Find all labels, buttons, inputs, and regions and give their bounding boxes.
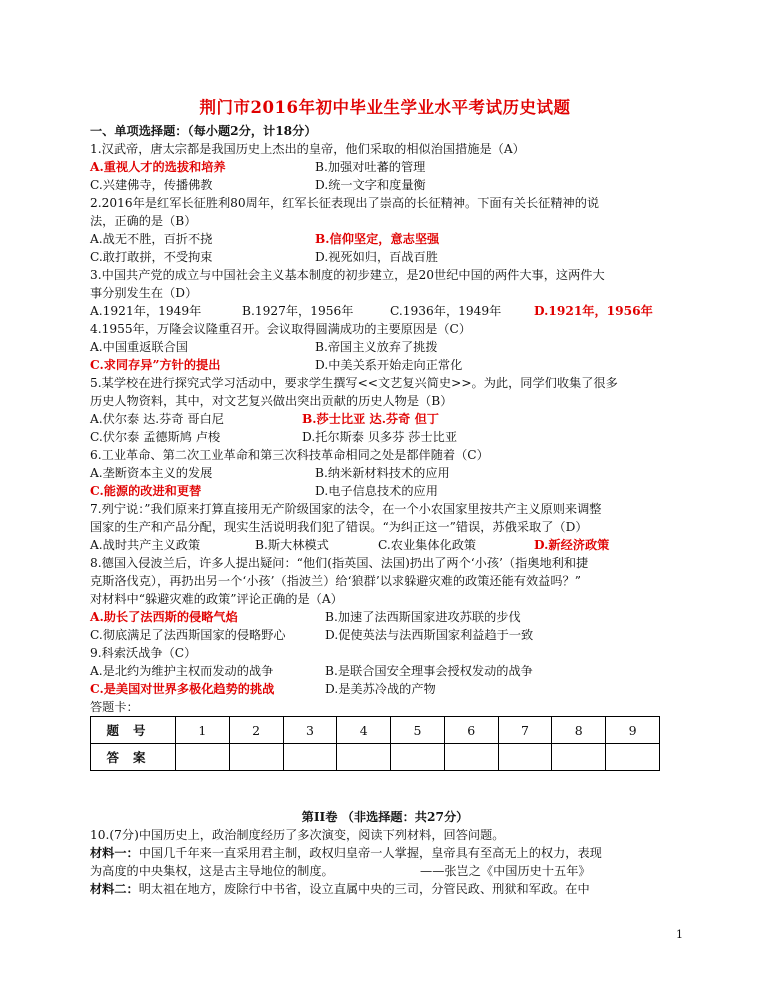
q7-option-d: D.新经济政策 — [534, 538, 610, 552]
q10-stem: 10.(7分)中国历史上，政治制度经历了多次演变，阅读下列材料，回答问题。 — [90, 828, 505, 842]
q3-stem-2: 事分别发生在（D） — [90, 286, 198, 300]
answer-card-number: 5 — [391, 717, 445, 744]
answer-card-header-row — [91, 717, 660, 744]
q2-option-d: D.视死如归，百战百胜 — [315, 250, 438, 264]
q4-stem: 4.1955年，万隆会议隆重召开。会议取得圆满成功的主要原因是（C） — [90, 322, 472, 336]
q3-option-b: B.1927年，1956年 — [242, 304, 354, 318]
q3-option-d: D.1921年，1956年 — [534, 304, 653, 318]
q5-option-d: D.托尔斯泰 贝多芬 莎士比亚 — [302, 430, 458, 444]
q1-option-d: D.统一文字和度量衡 — [315, 178, 426, 192]
answer-card-label: 答题卡： — [90, 700, 139, 714]
q10-material1-line1 — [90, 844, 602, 862]
q9-option-c: C.是美国对世界多极化趋势的挑战 — [90, 682, 275, 696]
q4-option-a: A.中国重返联合国 — [90, 340, 188, 354]
q8-option-a: A.助长了法西斯的侵略气焰 — [90, 610, 238, 624]
q5-stem-1: 5.某学校在进行探究式学习活动中，要求学生撰写<<文艺复兴简史>>。为此，同学们收集了很多 — [90, 376, 618, 390]
q5-stem-2: 历史人物资料，其中，对文艺复兴做出突出贡献的历史人物是（B） — [90, 394, 453, 408]
q7-option-c: C.农业集体化政策 — [378, 538, 477, 552]
q1-option-a: A.重视人才的选拔和培养 — [90, 160, 226, 174]
answer-cell[interactable] — [176, 744, 230, 771]
q9-option-b: B.是联合国安全理事会授权发动的战争 — [325, 664, 533, 678]
answer-cell[interactable] — [283, 744, 337, 771]
answer-card-row1-header: 题号 — [91, 717, 176, 744]
answer-card-number: 4 — [337, 717, 391, 744]
answer-card-number: 3 — [283, 717, 337, 744]
q1-option-c: C.兴建佛寺，传播佛教 — [90, 178, 213, 192]
answer-card-number: 8 — [552, 717, 606, 744]
q8-option-d: D.促使英法与法西斯国家利益趋于一致 — [325, 628, 534, 642]
q7-option-b: B.斯大林模式 — [255, 538, 329, 552]
answer-cell[interactable] — [229, 744, 283, 771]
q8-option-b: B.加速了法西斯国家进攻苏联的步伐 — [325, 610, 521, 624]
page-number: 1 — [676, 928, 683, 941]
q6-stem: 6.工业革命、第二次工业革命和第三次科技革命相同之处是都伴随着（C） — [90, 448, 489, 462]
material2-label: 材料二： — [90, 882, 139, 896]
answer-card-number: 7 — [498, 717, 552, 744]
answer-card-row2-header: 答案 — [91, 744, 176, 771]
answer-card-number: 1 — [176, 717, 230, 744]
section2-heading: 第II卷 （非选择题：共27分） — [301, 810, 469, 824]
answer-card-number: 9 — [606, 717, 660, 744]
q1-option-b: B.加强对吐蕃的管理 — [315, 160, 426, 174]
q9-stem: 9.科索沃战争（C） — [90, 646, 197, 660]
answer-card-table — [90, 716, 660, 771]
q8-stem-2: 克斯洛伐克），再扔出另一个‘小孩’（指波兰）给‘狼群’以求躲避灾难的政策还能有效益吗？” — [90, 574, 581, 588]
q8-option-c: C.彻底满足了法西斯国家的侵略野心 — [90, 628, 286, 642]
q7-stem-2: 国家的生产和产品分配，现实生活说明我们犯了错误。“为纠正这一”错误，苏俄采取了（D） — [90, 520, 588, 534]
answer-card-number: 2 — [229, 717, 283, 744]
q2-stem-2: 法，正确的是（B） — [90, 214, 197, 228]
q3-stem-1: 3.中国共产党的成立与中国社会主义基本制度的初步建立，是20世纪中国的两件大事，这两件大 — [90, 268, 605, 282]
q10-material1-source: ——张岂之《中国历史十五年》 — [420, 864, 591, 878]
q2-stem-1: 2.2016年是红军长征胜利80周年，红军长征表现出了崇高的长征精神。下面有关长征精神的说 — [90, 196, 600, 210]
q6-option-d: D.电子信息技术的应用 — [315, 484, 438, 498]
q2-option-a: A.战无不胜，百折不挠 — [90, 232, 213, 246]
answer-card-number: 6 — [444, 717, 498, 744]
q4-option-d: D.中美关系开始走向正常化 — [315, 358, 463, 372]
q4-option-b: B.帝国主义放弃了挑拨 — [315, 340, 438, 354]
q3-option-a: A.1921年，1949年 — [90, 304, 202, 318]
answer-cell[interactable] — [337, 744, 391, 771]
answer-cell[interactable] — [498, 744, 552, 771]
material1-text: 中国几千年来一直采用君主制，政权归皇帝一人掌握，皇帝具有至高无上的权力，表现 — [138, 846, 602, 860]
q5-option-b: B.莎士比亚 达.芬奇 但丁 — [302, 412, 439, 426]
q5-option-c: C.伏尔泰 孟德斯鸠 卢梭 — [90, 430, 221, 444]
answer-cell[interactable] — [444, 744, 498, 771]
q3-option-c: C.1936年，1949年 — [390, 304, 502, 318]
q6-option-c: C.能源的改进和更替 — [90, 484, 202, 498]
q2-option-b: B.信仰坚定，意志坚强 — [315, 232, 440, 246]
q1-stem: 1.汉武帝，唐太宗都是我国历史上杰出的皇帝，他们采取的相似治国措施是（A） — [90, 142, 525, 156]
material1-label: 材料一： — [90, 846, 139, 860]
q8-stem-1: 8.德国入侵波兰后，许多人提出疑问：“他们(指英国、法国)扔出了两个‘小孩’（指奥地利和捷 — [90, 556, 589, 570]
q2-option-c: C.敢打敢拼，不受拘束 — [90, 250, 213, 264]
page-title: 荆门市2016年初中毕业生学业水平考试历史试题 — [199, 98, 571, 117]
q8-stem-3: 对材料中“躲避灾难的政策”评论正确的是（A） — [90, 592, 343, 606]
q7-stem-1: 7.列宁说：”我们原来打算直接用无产阶级国家的法令，在一个小农国家里按共产主义原则来调整 — [90, 502, 602, 516]
q9-option-d: D.是美苏冷战的产物 — [325, 682, 436, 696]
q6-option-b: B.纳米新材料技术的应用 — [315, 466, 450, 480]
answer-card-answer-row — [91, 744, 660, 771]
answer-cell[interactable] — [391, 744, 445, 771]
answer-cell[interactable] — [606, 744, 660, 771]
answer-cell[interactable] — [552, 744, 606, 771]
q4-option-c: C.求同存异”方针的提出 — [90, 358, 221, 372]
q10-material2-line1 — [90, 880, 590, 898]
q7-option-a: A.战时共产主义政策 — [90, 538, 201, 552]
q5-option-a: A.伏尔泰 达.芬奇 哥白尼 — [90, 412, 224, 426]
q6-option-a: A.垄断资本主义的发展 — [90, 466, 213, 480]
q10-material1-line2: 为高度的中央集权，这是古主导地位的制度。 — [90, 864, 334, 878]
material2-text: 明太祖在地方，废除行中书省，设立直属中央的三司，分管民政、刑狱和军政。在中 — [138, 882, 590, 896]
q9-option-a: A.是北约为维护主权而发动的战争 — [90, 664, 274, 678]
section1-heading: 一、单项选择题：（每小题2分，计18分） — [90, 124, 317, 138]
